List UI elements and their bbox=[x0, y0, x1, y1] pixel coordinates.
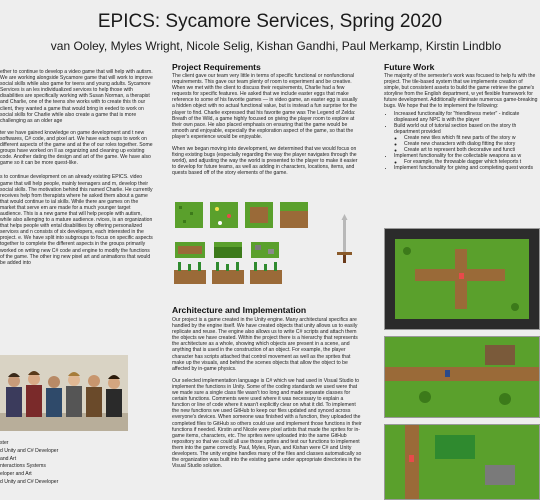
project-requirements-heading: Project Requirements bbox=[172, 62, 261, 72]
sword-sprite bbox=[337, 214, 352, 263]
future-work-heading: Future Work bbox=[384, 62, 435, 72]
member-role: d Unity and C# Developer bbox=[0, 478, 59, 485]
member-role: eloper and Art bbox=[0, 471, 32, 478]
architecture-paragraph-1: Our project is a game created in the Unity engine. Many architectural specifics are handled by the engine itself. We have created objects that unity allows us to easily replicate and reuse. The engine also allows us to write C# scripts and attach them the objects we have created. Within the project there is a hierarchy that represents the architecture as a whole, showing which objects are present in a scene, and anything that is used in the construction of an object. For example, the player character has scripts attached that control movement as well as the sprites that make up the visuals, and behind the scenes objects that allow the object to be affected by in-game physics. bbox=[172, 317, 358, 372]
team-members-list bbox=[0, 440, 120, 500]
poster-title: EPICS: Sycamore Services, Spring 2020 bbox=[97, 11, 443, 32]
future-work-subitem: ◦ Create new characters with dialog fitting the story bbox=[404, 141, 540, 147]
game-screenshot-3 bbox=[384, 424, 540, 500]
team-photo bbox=[0, 355, 128, 431]
member-role: nteractions Systems bbox=[0, 463, 46, 470]
poster-authors: van Ooley, Myles Wright, Nicole Selig, Kishan Gandhi, Paul Merkamp, Kirstin Lindblo bbox=[50, 39, 502, 53]
future-work-subitem: ◦ Create art to represent both decorative and functi bbox=[404, 147, 540, 153]
grass-tile-sprite bbox=[175, 202, 203, 228]
architecture-paragraph-2: Our selected implementation language is C# which we had used in Visual Studio to implement the functions in Unity. Some of the coding standards we used were that we made sure a single class file wasn't too long and made separate classes for certain functions. Comments were used where it was necessary to explain a function or line of code where it wasn't explicitly clear on what it did. To implement the new functions we used GitHub to keep our files updated and synced across everyone's devices. When someone was finished with a function, they uploaded the completed files to GitHub so others could use and implement those functions in their functions if needed. Kirstin and Nicole were pixel artists that made the sprites for in-game items, characters, etc. The sprites were uploaded into the same GitHub repository so that we could all use those sprites and test our functions to implement them into the game correctly. Paul, Myles, Ryan, and Kishan were C# and Unity developers. The unity engine handles many of the files and classes automatically so the organization was built into the existing game under appropriate directories in the Visual Studio solution. bbox=[172, 377, 362, 470]
requirements-paragraph-2: When we began moving into development, we determined that we would focus on fixing existing bugs (especially regarding the way the player navigates through the world), and adjusting the way the world is presented to the player to make it easier to develop for future teams, as well as adding in characters, locations, items, and quests based off of the story elements of the game. bbox=[172, 146, 358, 177]
requirements-paragraph-1: The client gave our team very little in terms of specific functional or nonfunctional requirements. This gave our team plenty of room to experiment and be creative. When we met with the client to discuss their requirements, Charlie had a few requests for specific features. He asked that we include easter eggs that make reference to some of his favorite games — in video game, an easter egg is usually a hidden object with no actual functional value, but is instead a fun surprise for the player to find. Charlie expressed that his favorite game was The Legend of Zelda: Breath of the Wild, a game highly focused on giving the player room to explore at their own pace. He also placed emphasis on ensuring that the game would be smooth and enjoyable, especially the exploration aspect of the game, so that the player's experience would be enjoyable. bbox=[172, 73, 358, 140]
rocks-tile-sprite bbox=[251, 242, 279, 258]
architecture-heading: Architecture and Implementation bbox=[172, 305, 307, 315]
sprite-images bbox=[170, 196, 366, 302]
plant-row-sprite bbox=[174, 262, 282, 284]
grass-path-sprite bbox=[175, 242, 205, 258]
requirements-text bbox=[172, 73, 358, 193]
future-work-item: • Implement functionality for giving and completing quest words bbox=[394, 165, 540, 171]
left-paragraph-2: ter we have gained knowledge on game development and t new softwares, C# code, and pixel art. We have each oups to work on different aspects of the game and at the of our roles together. Some groups have worked on ll as organizing and cleaning up existing code. Another dating the design and art of the game. We have also game so it can be more quest-like. bbox=[0, 129, 153, 167]
left-column bbox=[0, 69, 154, 499]
game-screenshot-1 bbox=[384, 228, 540, 330]
member-role: d Unity and C# Developer bbox=[0, 447, 59, 454]
future-work-intro: The majority of the semester's work was focused to help fu with the project. The tile-based system that we implemente creation of simple, but consistent assets to build the game retrieve the game's storyline from the English department, w yet flexible framework for future development. Additionally eliminate numerous game-breaking bugs. We hope that the to implement the following: bbox=[384, 73, 538, 110]
left-paragraph-3: s to continue development on an already existing EPICS. video game that will help people, mainly teenagers and m, develop their social skills. The motivation behind this named Charlie. He currently receives help from therapists where he asked them about a game that would continue to ial skills. While there are games on the market that serve em are made for a much younger target audience. This is a new game that will help people with autism, while also allenging to a mature audience. rvices, is an organization that helps people with ental disabilities by offering personalized services and n consists of six developers, each interested in the project. e. We have split into subgroups to focus on specific aspects together to complete the different aspects in the groups primarily worked on writing new C# code and engine to modify the functions of the game. The other ing new pixel art and animations that would be added into bbox=[0, 174, 153, 266]
member-role: and Art bbox=[0, 455, 17, 462]
architecture-text bbox=[172, 317, 362, 500]
member-role: ster bbox=[0, 440, 9, 446]
game-screenshot-2 bbox=[384, 336, 540, 418]
future-work-subitem: ◦ For example, the throwable dagger which teleports t bbox=[404, 159, 540, 165]
hedge-sprite bbox=[214, 242, 242, 258]
left-paragraph-1: ether to continue to develop a video game that will help with autism. We are working alongside Sycamore game that will work to improve social skills while also game for teens and young adults. Sycamore Services is an les individualized services to help those with disabilities are specifically working with Susan Norman, a therapist and Charlie, one of the teens she works with to create this th our client, they wanted a game that would bring in eeded to work on social skills for Charlie while also create a game that is more challenging as an older age bbox=[0, 69, 153, 124]
future-work-item: • Implement functionality for the collectable weapons as w ◦ For example, the throwable dagger which teleports t bbox=[394, 153, 540, 165]
future-work-list bbox=[384, 111, 540, 172]
future-work-subitem: ◦ Create new tiles which fit new parts of the story w bbox=[404, 135, 540, 141]
future-work-item: • Build world out of tutorial section based on the story th department provided ◦ Create new tiles which fit new parts of the story w ◦ Create new characters with dialog fitting the story ◦ Create art to represent both decorative and functi bbox=[394, 123, 540, 153]
grass-edge-sprite bbox=[280, 202, 308, 228]
flower-tile-sprite bbox=[210, 202, 238, 228]
future-work-text bbox=[384, 73, 540, 223]
future-work-item: • Increased functionality for "friendliness meter" - indicate displeased any NPC is with the player bbox=[394, 111, 540, 123]
dirt-path-sprite bbox=[245, 202, 273, 228]
